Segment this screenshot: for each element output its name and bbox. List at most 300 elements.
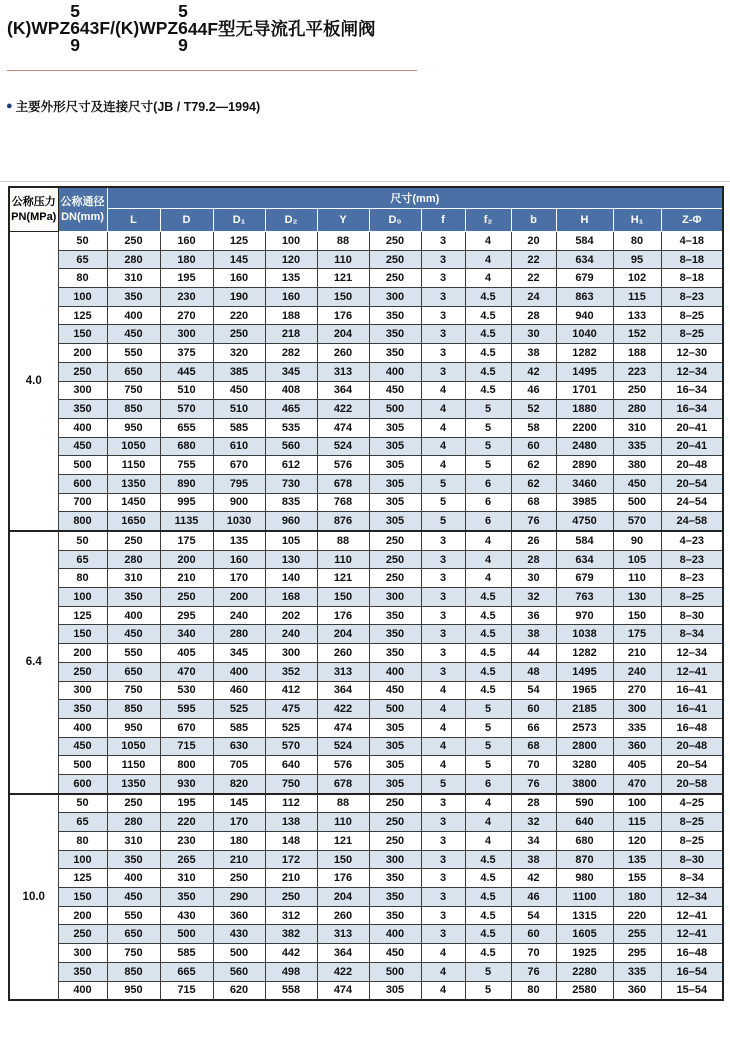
value-cell: 1965 <box>556 681 613 700</box>
value-cell: 6 <box>465 512 511 531</box>
value-cell: 105 <box>265 531 317 550</box>
col-header-D0: D₀ <box>369 209 421 232</box>
value-cell: 1450 <box>107 493 160 512</box>
value-cell: 210 <box>160 569 213 588</box>
value-cell: 112 <box>265 794 317 813</box>
value-cell: 20 <box>511 232 556 251</box>
value-cell: 350 <box>369 606 421 625</box>
value-cell: 450 <box>613 474 661 493</box>
value-cell: 88 <box>317 531 369 550</box>
value-cell: 5 <box>465 981 511 1000</box>
value-cell: 305 <box>369 474 421 493</box>
value-cell: 450 <box>369 381 421 400</box>
value-cell: 763 <box>556 588 613 607</box>
value-cell: 400 <box>107 606 160 625</box>
value-cell: 750 <box>107 944 160 963</box>
col-header-D2: D₂ <box>265 209 317 232</box>
value-cell: 20–54 <box>661 474 723 493</box>
value-cell: 1282 <box>556 344 613 363</box>
value-cell: 62 <box>511 474 556 493</box>
title-part3: 44F型无导流孔平板闸阀 <box>187 19 376 40</box>
table-row <box>9 756 723 775</box>
page-title <box>7 3 376 54</box>
value-cell: 3 <box>421 269 465 288</box>
table-row <box>9 381 723 400</box>
value-cell: 190 <box>213 288 265 307</box>
value-cell: 312 <box>265 906 317 925</box>
value-cell: 135 <box>265 269 317 288</box>
value-cell: 525 <box>265 718 317 737</box>
value-cell: 3 <box>421 662 465 681</box>
value-cell: 250 <box>369 250 421 269</box>
value-cell: 408 <box>265 381 317 400</box>
value-cell: 500 <box>369 700 421 719</box>
value-cell: 350 <box>369 306 421 325</box>
dn-cell: 250 <box>58 925 107 944</box>
value-cell: 620 <box>213 981 265 1000</box>
value-cell: 150 <box>317 588 369 607</box>
dn-cell: 400 <box>58 718 107 737</box>
value-cell: 3 <box>421 250 465 269</box>
dn-cell: 400 <box>58 981 107 1000</box>
value-cell: 2890 <box>556 456 613 475</box>
value-cell: 60 <box>511 925 556 944</box>
value-cell: 570 <box>265 737 317 756</box>
table-row <box>9 906 723 925</box>
table-row <box>9 306 723 325</box>
value-cell: 835 <box>265 493 317 512</box>
value-cell: 76 <box>511 774 556 793</box>
value-cell: 335 <box>613 962 661 981</box>
table-wrap <box>8 186 724 1001</box>
value-cell: 280 <box>213 625 265 644</box>
title-alt-digits-1 <box>70 3 80 54</box>
value-cell: 498 <box>265 962 317 981</box>
value-cell: 250 <box>369 813 421 832</box>
value-cell: 12–34 <box>661 362 723 381</box>
value-cell: 210 <box>265 869 317 888</box>
value-cell: 110 <box>317 550 369 569</box>
value-cell: 210 <box>213 850 265 869</box>
value-cell: 550 <box>107 906 160 925</box>
value-cell: 120 <box>613 832 661 851</box>
value-cell: 8–25 <box>661 325 723 344</box>
table-row <box>9 588 723 607</box>
value-cell: 950 <box>107 981 160 1000</box>
value-cell: 300 <box>369 850 421 869</box>
value-cell: 250 <box>369 569 421 588</box>
value-cell: 876 <box>317 512 369 531</box>
value-cell: 204 <box>317 325 369 344</box>
dn-cell: 65 <box>58 813 107 832</box>
value-cell: 730 <box>265 474 317 493</box>
value-cell: 8–30 <box>661 850 723 869</box>
value-cell: 4 <box>465 531 511 550</box>
value-cell: 640 <box>265 756 317 775</box>
dn-cell: 450 <box>58 437 107 456</box>
value-cell: 62 <box>511 456 556 475</box>
value-cell: 8–18 <box>661 269 723 288</box>
value-cell: 4 <box>421 400 465 419</box>
value-cell: 270 <box>613 681 661 700</box>
value-cell: 38 <box>511 850 556 869</box>
table-row <box>9 869 723 888</box>
table-row <box>9 344 723 363</box>
value-cell: 20–41 <box>661 418 723 437</box>
value-cell: 130 <box>613 588 661 607</box>
value-cell: 422 <box>317 400 369 419</box>
value-cell: 2800 <box>556 737 613 756</box>
value-cell: 30 <box>511 569 556 588</box>
dn-cell: 100 <box>58 288 107 307</box>
value-cell: 1050 <box>107 737 160 756</box>
pn-column-header <box>9 187 58 232</box>
value-cell: 1135 <box>160 512 213 531</box>
dn-cell: 65 <box>58 550 107 569</box>
value-cell: 360 <box>613 981 661 1000</box>
value-cell: 1030 <box>213 512 265 531</box>
value-cell: 176 <box>317 306 369 325</box>
value-cell: 3 <box>421 344 465 363</box>
value-cell: 250 <box>369 550 421 569</box>
value-cell: 5 <box>421 774 465 793</box>
value-cell: 300 <box>369 588 421 607</box>
value-cell: 15–54 <box>661 981 723 1000</box>
value-cell: 188 <box>613 344 661 363</box>
value-cell: 305 <box>369 756 421 775</box>
table-row <box>9 269 723 288</box>
value-cell: 335 <box>613 718 661 737</box>
value-cell: 5 <box>465 718 511 737</box>
value-cell: 16–48 <box>661 944 723 963</box>
value-cell: 678 <box>317 774 369 793</box>
value-cell: 95 <box>613 250 661 269</box>
value-cell: 1150 <box>107 756 160 775</box>
value-cell: 375 <box>160 344 213 363</box>
value-cell: 750 <box>107 381 160 400</box>
value-cell: 313 <box>317 662 369 681</box>
value-cell: 584 <box>556 531 613 550</box>
value-cell: 310 <box>160 869 213 888</box>
dn-cell: 150 <box>58 888 107 907</box>
value-cell: 204 <box>317 625 369 644</box>
value-cell: 280 <box>613 400 661 419</box>
value-cell: 4 <box>421 381 465 400</box>
value-cell: 3 <box>421 794 465 813</box>
value-cell: 863 <box>556 288 613 307</box>
table-row <box>9 437 723 456</box>
dn-cell: 450 <box>58 737 107 756</box>
value-cell: 680 <box>556 832 613 851</box>
value-cell: 445 <box>160 362 213 381</box>
value-cell: 634 <box>556 550 613 569</box>
value-cell: 5 <box>465 962 511 981</box>
value-cell: 430 <box>160 906 213 925</box>
value-cell: 400 <box>369 925 421 944</box>
dn-cell: 150 <box>58 325 107 344</box>
table-row <box>9 888 723 907</box>
value-cell: 4 <box>421 437 465 456</box>
value-cell: 3280 <box>556 756 613 775</box>
value-cell: 405 <box>613 756 661 775</box>
value-cell: 38 <box>511 344 556 363</box>
value-cell: 640 <box>556 813 613 832</box>
value-cell: 350 <box>369 869 421 888</box>
value-cell: 46 <box>511 888 556 907</box>
value-cell: 34 <box>511 832 556 851</box>
value-cell: 595 <box>160 700 213 719</box>
value-cell: 12–41 <box>661 662 723 681</box>
value-cell: 400 <box>107 869 160 888</box>
table-row <box>9 681 723 700</box>
dn-column-header <box>58 187 107 232</box>
value-cell: 28 <box>511 550 556 569</box>
value-cell: 32 <box>511 588 556 607</box>
value-cell: 940 <box>556 306 613 325</box>
value-cell: 715 <box>160 737 213 756</box>
value-cell: 218 <box>265 325 317 344</box>
value-cell: 170 <box>213 813 265 832</box>
value-cell: 204 <box>317 888 369 907</box>
value-cell: 121 <box>317 569 369 588</box>
value-cell: 8–25 <box>661 832 723 851</box>
value-cell: 24 <box>511 288 556 307</box>
value-cell: 680 <box>160 437 213 456</box>
alt2-bottom: 9 <box>178 35 188 56</box>
value-cell: 850 <box>107 400 160 419</box>
value-cell: 4 <box>465 813 511 832</box>
value-cell: 4 <box>465 232 511 251</box>
value-cell: 38 <box>511 625 556 644</box>
value-cell: 130 <box>265 550 317 569</box>
value-cell: 16–41 <box>661 681 723 700</box>
value-cell: 3 <box>421 832 465 851</box>
value-cell: 3 <box>421 925 465 944</box>
value-cell: 260 <box>317 644 369 663</box>
value-cell: 5 <box>421 512 465 531</box>
value-cell: 350 <box>369 325 421 344</box>
value-cell: 180 <box>213 832 265 851</box>
value-cell: 5 <box>421 493 465 512</box>
value-cell: 412 <box>265 681 317 700</box>
dn-cell: 300 <box>58 944 107 963</box>
value-cell: 8–30 <box>661 606 723 625</box>
value-cell: 3800 <box>556 774 613 793</box>
table-row <box>9 850 723 869</box>
value-cell: 364 <box>317 944 369 963</box>
value-cell: 4.5 <box>465 944 511 963</box>
dn-cell: 250 <box>58 662 107 681</box>
value-cell: 320 <box>213 344 265 363</box>
value-cell: 110 <box>317 250 369 269</box>
value-cell: 12–34 <box>661 888 723 907</box>
value-cell: 350 <box>107 850 160 869</box>
value-cell: 305 <box>369 718 421 737</box>
value-cell: 612 <box>265 456 317 475</box>
value-cell: 2480 <box>556 437 613 456</box>
value-cell: 66 <box>511 718 556 737</box>
value-cell: 4.5 <box>465 344 511 363</box>
value-cell: 200 <box>160 550 213 569</box>
table-row <box>9 832 723 851</box>
value-cell: 380 <box>613 456 661 475</box>
value-cell: 250 <box>369 794 421 813</box>
value-cell: 2200 <box>556 418 613 437</box>
value-cell: 195 <box>160 794 213 813</box>
table-row <box>9 362 723 381</box>
value-cell: 300 <box>613 700 661 719</box>
col-header-Y: Y <box>317 209 369 232</box>
value-cell: 255 <box>613 925 661 944</box>
value-cell: 2280 <box>556 962 613 981</box>
table-row <box>9 981 723 1000</box>
value-cell: 350 <box>107 588 160 607</box>
value-cell: 48 <box>511 662 556 681</box>
value-cell: 1282 <box>556 644 613 663</box>
value-cell: 1605 <box>556 925 613 944</box>
value-cell: 590 <box>556 794 613 813</box>
value-cell: 148 <box>265 832 317 851</box>
table-row <box>9 418 723 437</box>
value-cell: 510 <box>160 381 213 400</box>
value-cell: 145 <box>213 250 265 269</box>
value-cell: 300 <box>265 644 317 663</box>
value-cell: 175 <box>613 625 661 644</box>
dn-cell: 50 <box>58 531 107 550</box>
value-cell: 8–25 <box>661 306 723 325</box>
value-cell: 5 <box>465 437 511 456</box>
value-cell: 930 <box>160 774 213 793</box>
value-cell: 850 <box>107 700 160 719</box>
table-row <box>9 474 723 493</box>
value-cell: 470 <box>613 774 661 793</box>
value-cell: 223 <box>613 362 661 381</box>
value-cell: 8–23 <box>661 550 723 569</box>
size-header: 尺寸(mm) <box>107 187 723 209</box>
value-cell: 450 <box>369 681 421 700</box>
value-cell: 870 <box>556 850 613 869</box>
value-cell: 3 <box>421 850 465 869</box>
value-cell: 474 <box>317 981 369 1000</box>
table-row <box>9 325 723 344</box>
value-cell: 670 <box>160 718 213 737</box>
header-row-top <box>9 187 723 209</box>
col-header-f: f <box>421 209 465 232</box>
value-cell: 160 <box>213 269 265 288</box>
value-cell: 180 <box>160 250 213 269</box>
value-cell: 125 <box>213 232 265 251</box>
dn-cell: 500 <box>58 756 107 775</box>
value-cell: 576 <box>317 756 369 775</box>
value-cell: 558 <box>265 981 317 1000</box>
table-row <box>9 813 723 832</box>
value-cell: 5 <box>465 456 511 475</box>
value-cell: 1150 <box>107 456 160 475</box>
value-cell: 678 <box>317 474 369 493</box>
table-row <box>9 569 723 588</box>
value-cell: 3460 <box>556 474 613 493</box>
value-cell: 4 <box>421 700 465 719</box>
value-cell: 280 <box>107 813 160 832</box>
value-cell: 385 <box>213 362 265 381</box>
table-row <box>9 531 723 550</box>
value-cell: 524 <box>317 737 369 756</box>
value-cell: 650 <box>107 362 160 381</box>
value-cell: 715 <box>160 981 213 1000</box>
value-cell: 4.5 <box>465 850 511 869</box>
value-cell: 475 <box>265 700 317 719</box>
value-cell: 100 <box>613 794 661 813</box>
value-cell: 260 <box>317 906 369 925</box>
value-cell: 525 <box>213 700 265 719</box>
dn-cell: 400 <box>58 418 107 437</box>
value-cell: 960 <box>265 512 317 531</box>
value-cell: 1925 <box>556 944 613 963</box>
value-cell: 195 <box>160 269 213 288</box>
value-cell: 295 <box>613 944 661 963</box>
table-row <box>9 718 723 737</box>
value-cell: 3 <box>421 906 465 925</box>
value-cell: 16–41 <box>661 700 723 719</box>
value-cell: 980 <box>556 869 613 888</box>
value-cell: 1100 <box>556 888 613 907</box>
value-cell: 474 <box>317 718 369 737</box>
value-cell: 1880 <box>556 400 613 419</box>
value-cell: 4.5 <box>465 888 511 907</box>
dn-cell: 250 <box>58 362 107 381</box>
value-cell: 150 <box>613 606 661 625</box>
value-cell: 12–41 <box>661 925 723 944</box>
value-cell: 240 <box>265 625 317 644</box>
value-cell: 210 <box>613 644 661 663</box>
dn-cell: 600 <box>58 774 107 793</box>
value-cell: 530 <box>160 681 213 700</box>
dn-header-line1: 公称通径 <box>60 196 105 209</box>
dn-cell: 50 <box>58 794 107 813</box>
value-cell: 4 <box>421 981 465 1000</box>
value-cell: 70 <box>511 756 556 775</box>
value-cell: 28 <box>511 306 556 325</box>
value-cell: 610 <box>213 437 265 456</box>
value-cell: 670 <box>213 456 265 475</box>
value-cell: 460 <box>213 681 265 700</box>
value-cell: 16–34 <box>661 400 723 419</box>
pn-group-cell: 4.0 <box>9 232 58 532</box>
value-cell: 4 <box>465 269 511 288</box>
value-cell: 535 <box>265 418 317 437</box>
dn-cell: 200 <box>58 644 107 663</box>
value-cell: 352 <box>265 662 317 681</box>
value-cell: 280 <box>107 250 160 269</box>
value-cell: 8–23 <box>661 569 723 588</box>
value-cell: 80 <box>511 981 556 1000</box>
alt2-top: 5 <box>178 1 188 21</box>
value-cell: 305 <box>369 737 421 756</box>
dn-cell: 100 <box>58 588 107 607</box>
value-cell: 3 <box>421 325 465 344</box>
value-cell: 650 <box>107 662 160 681</box>
value-cell: 350 <box>107 288 160 307</box>
value-cell: 360 <box>613 737 661 756</box>
dn-cell: 100 <box>58 850 107 869</box>
value-cell: 110 <box>613 569 661 588</box>
value-cell: 6 <box>465 493 511 512</box>
value-cell: 250 <box>369 269 421 288</box>
value-cell: 750 <box>107 681 160 700</box>
value-cell: 28 <box>511 794 556 813</box>
value-cell: 560 <box>213 962 265 981</box>
section-heading-text: 主要外形尺寸及连接尺寸(JB / T79.2—1994) <box>15 100 261 114</box>
